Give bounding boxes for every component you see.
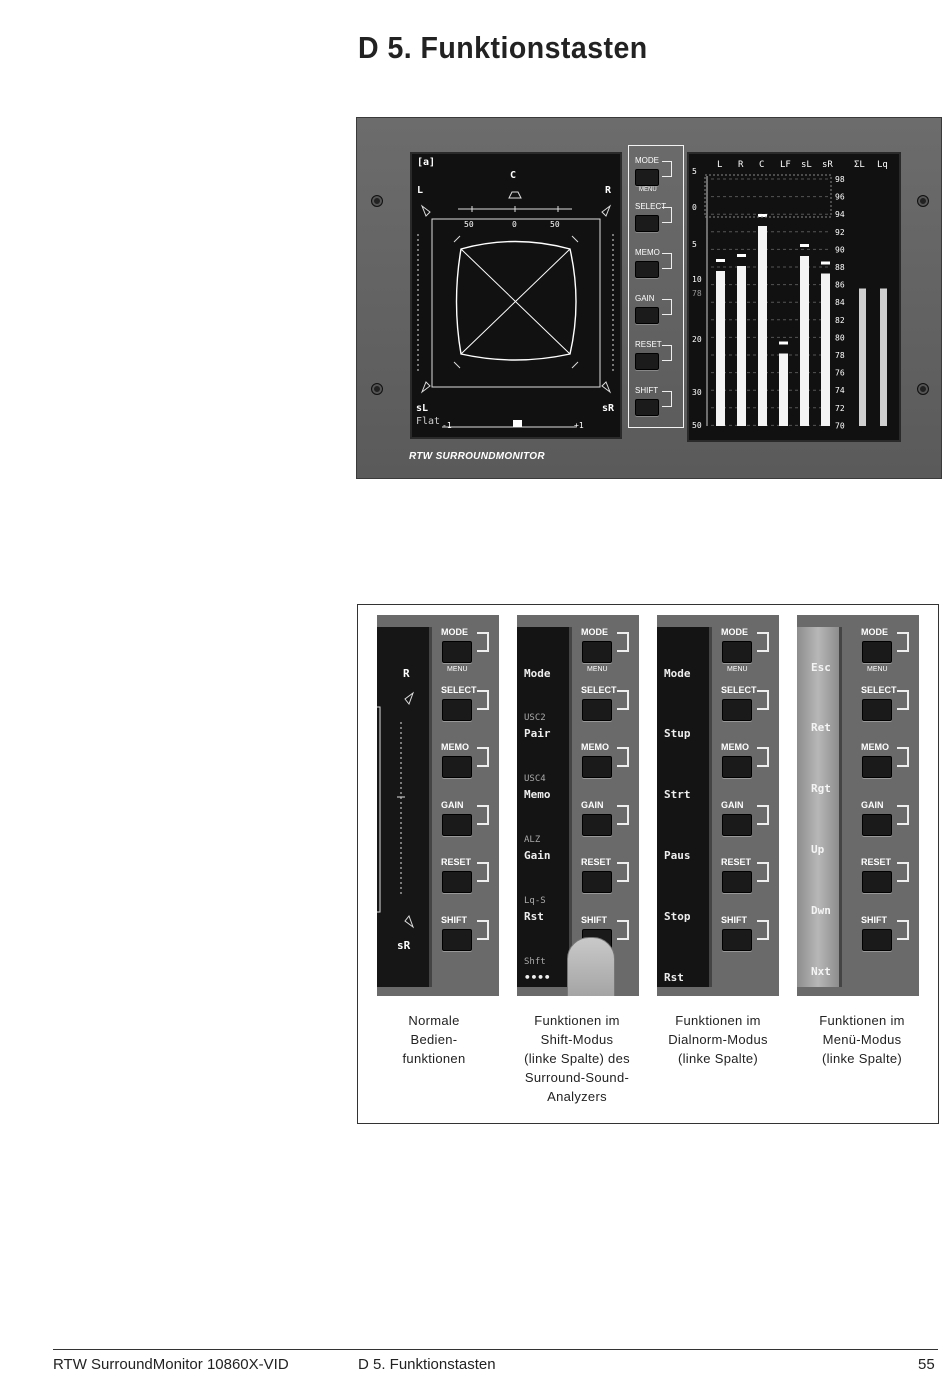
channel-header: L bbox=[717, 160, 723, 170]
key-label: MEMO bbox=[635, 248, 660, 257]
function-key-select bbox=[629, 202, 683, 246]
analyzer-screen bbox=[410, 152, 622, 439]
function-key-memo bbox=[579, 730, 639, 787]
channel-header: LF bbox=[780, 160, 791, 170]
key-cap[interactable] bbox=[862, 871, 892, 893]
footer-doc-title: RTW SurroundMonitor 10860X-VID bbox=[53, 1356, 289, 1373]
key-bracket bbox=[897, 862, 909, 882]
scale-tick-label: 86 bbox=[835, 280, 845, 290]
key-label: RESET bbox=[635, 340, 662, 349]
level-bar bbox=[716, 271, 725, 426]
key-bracket bbox=[477, 747, 489, 767]
key-label: MEMO bbox=[721, 742, 749, 752]
bargraph-screen bbox=[687, 152, 901, 442]
channel-label-sr: sR bbox=[602, 403, 615, 414]
key-cap[interactable] bbox=[635, 399, 659, 416]
caption-line: funktionen bbox=[402, 1051, 466, 1066]
key-bracket bbox=[757, 805, 769, 825]
function-sublabel: USC4 bbox=[524, 774, 546, 784]
scale-tick-label: 5 bbox=[692, 240, 697, 249]
key-label: MEMO bbox=[581, 742, 609, 752]
surround-analyzer-display bbox=[412, 154, 620, 437]
key-bracket bbox=[477, 862, 489, 882]
caption-normal bbox=[364, 1011, 504, 1068]
key-cap[interactable] bbox=[862, 641, 892, 663]
function-key-reset bbox=[579, 845, 639, 902]
footer-section: D 5. Funktionstasten bbox=[358, 1356, 496, 1373]
level-bar bbox=[758, 226, 767, 426]
channel-label-r: R bbox=[605, 185, 612, 196]
key-label: SHIFT bbox=[721, 914, 747, 925]
key-bracket bbox=[662, 207, 672, 223]
dialnorm-function-column bbox=[657, 627, 712, 987]
scale-tick-label: 10 bbox=[692, 275, 702, 284]
caption-line: Shift-Modus bbox=[540, 1032, 614, 1047]
scale-tick-label: 94 bbox=[835, 210, 845, 220]
function-label: Rst bbox=[524, 910, 544, 923]
sum-level-bar bbox=[859, 289, 866, 427]
key-column bbox=[439, 615, 499, 996]
caption-line: Normale bbox=[408, 1013, 460, 1028]
key-label: RESET bbox=[581, 857, 612, 867]
function-key-mode bbox=[579, 615, 639, 672]
key-bracket bbox=[617, 632, 629, 652]
scale-tick-label: 78 bbox=[835, 351, 845, 360]
caption-line: Dialnorm-Modus bbox=[668, 1032, 768, 1047]
key-cap[interactable] bbox=[862, 699, 892, 721]
key-cap[interactable] bbox=[862, 756, 892, 778]
key-cap[interactable] bbox=[582, 871, 612, 893]
scale-tick-label: 5 bbox=[692, 167, 697, 176]
key-label: GAIN bbox=[581, 799, 604, 810]
channel-header: sL bbox=[801, 160, 812, 170]
key-cap[interactable] bbox=[635, 261, 659, 278]
key-bracket bbox=[897, 690, 909, 710]
function-key-reset bbox=[859, 845, 919, 902]
key-label: SHIFT bbox=[441, 914, 467, 925]
key-bracket bbox=[897, 920, 909, 940]
key-label: MEMO bbox=[861, 742, 889, 752]
function-label: Nxt bbox=[811, 965, 831, 978]
key-cap[interactable] bbox=[442, 699, 472, 721]
scale-tick-label: 70 bbox=[835, 421, 845, 431]
function-label: Stup bbox=[664, 727, 691, 740]
function-label: Paus bbox=[664, 849, 691, 862]
key-label: RESET bbox=[721, 857, 752, 867]
channel-label-r: R bbox=[403, 667, 410, 680]
function-key-mode bbox=[859, 615, 919, 672]
key-cap[interactable] bbox=[722, 929, 752, 951]
channel-label-sl: sL bbox=[416, 403, 429, 414]
key-cap[interactable] bbox=[582, 641, 612, 663]
level-bar bbox=[737, 266, 746, 426]
key-label: SHIFT bbox=[581, 914, 607, 925]
dialnorm-window bbox=[705, 175, 831, 217]
caption-line: Menü-Modus bbox=[822, 1032, 902, 1047]
caption-line: Funktionen im bbox=[534, 1013, 620, 1028]
function-label: •••• bbox=[524, 971, 551, 984]
screen-crop bbox=[377, 627, 432, 987]
scale-tick-label: 84 bbox=[835, 298, 845, 308]
panel-menu-mode bbox=[797, 615, 919, 996]
key-label: MODE bbox=[721, 627, 748, 637]
sum-level-bar bbox=[880, 289, 887, 427]
key-cap[interactable] bbox=[442, 641, 472, 663]
key-cap[interactable] bbox=[442, 871, 472, 893]
key-sub-label: MENU bbox=[867, 666, 888, 673]
sum-channel-header: ΣL bbox=[854, 160, 865, 170]
flat-label: Flat bbox=[416, 416, 441, 427]
shift-function-column bbox=[517, 627, 572, 987]
caption-menu bbox=[792, 1011, 932, 1068]
scale-tick-label: 96 bbox=[835, 192, 845, 202]
key-label: RESET bbox=[861, 857, 892, 867]
level-bar bbox=[779, 354, 788, 427]
mode-tag: [a] bbox=[417, 157, 436, 168]
key-bracket bbox=[617, 920, 629, 940]
peak-hold-marker bbox=[821, 262, 830, 265]
function-key-gain bbox=[629, 294, 683, 338]
sum-channel-header: Lq bbox=[877, 160, 888, 170]
function-key-column bbox=[628, 145, 684, 428]
function-label: Gain bbox=[524, 849, 551, 862]
key-bracket bbox=[477, 632, 489, 652]
function-label: Rst bbox=[664, 971, 684, 984]
key-sub-label: MENU bbox=[639, 187, 657, 193]
function-key-mode bbox=[439, 615, 499, 672]
screw-icon bbox=[917, 195, 929, 207]
key-bracket bbox=[617, 805, 629, 825]
function-key-gain bbox=[719, 788, 779, 845]
key-bracket bbox=[757, 747, 769, 767]
key-sub-label: MENU bbox=[447, 666, 468, 673]
panel-shift-mode bbox=[517, 615, 639, 996]
key-label: GAIN bbox=[635, 294, 655, 303]
key-bracket bbox=[662, 345, 672, 361]
function-key-figure bbox=[357, 604, 939, 1124]
caption-line: (linke Spalte) bbox=[821, 1051, 903, 1066]
key-bracket bbox=[477, 805, 489, 825]
channel-label-l: L bbox=[417, 185, 424, 196]
key-bracket bbox=[617, 862, 629, 882]
key-bracket bbox=[897, 747, 909, 767]
key-bracket bbox=[662, 391, 672, 407]
scale-tick-label: 90 bbox=[835, 245, 845, 255]
key-cap[interactable] bbox=[635, 353, 659, 370]
function-label: Esc bbox=[811, 661, 831, 674]
scale-tick: 0 bbox=[512, 220, 517, 229]
function-key-mode bbox=[719, 615, 779, 672]
key-cap[interactable] bbox=[582, 814, 612, 836]
key-cap[interactable] bbox=[722, 641, 752, 663]
caption-dialnorm bbox=[648, 1011, 788, 1068]
panel-dialnorm-mode bbox=[657, 615, 779, 996]
key-label: MODE bbox=[861, 627, 888, 637]
key-sub-label: MENU bbox=[727, 666, 748, 673]
caption-line: Funktionen im bbox=[675, 1013, 761, 1028]
function-key-shift bbox=[719, 903, 779, 960]
scale-tick-label: 0 bbox=[692, 203, 697, 212]
level-bar bbox=[821, 274, 830, 427]
key-label: MEMO bbox=[441, 742, 469, 752]
scale-tick: -1 bbox=[442, 421, 452, 430]
page-title: D 5. Funktionstasten bbox=[358, 30, 648, 65]
scale-tick-label: 80 bbox=[835, 333, 845, 343]
scale-tick: 50 bbox=[464, 220, 474, 229]
key-bracket bbox=[662, 161, 672, 177]
function-key-memo bbox=[439, 730, 499, 787]
key-bracket bbox=[662, 253, 672, 269]
caption-line: (linke Spalte) bbox=[677, 1051, 759, 1066]
key-cap[interactable] bbox=[582, 756, 612, 778]
key-cap[interactable] bbox=[722, 699, 752, 721]
scale-tick-label: 82 bbox=[835, 315, 845, 325]
function-key-gain bbox=[579, 788, 639, 845]
function-sublabel: ALZ bbox=[524, 835, 541, 845]
caption-line: Surround-Sound- bbox=[524, 1070, 630, 1085]
key-bracket bbox=[662, 299, 672, 315]
scale-tick-label: 98 bbox=[835, 175, 845, 184]
function-key-gain bbox=[859, 788, 919, 845]
key-bracket bbox=[477, 920, 489, 940]
key-label: SELECT bbox=[721, 684, 757, 695]
screw-icon bbox=[917, 383, 929, 395]
key-label: SHIFT bbox=[861, 914, 887, 925]
function-key-memo bbox=[859, 730, 919, 787]
function-sublabel: Shft bbox=[524, 957, 546, 967]
key-cap[interactable] bbox=[635, 307, 659, 324]
key-bracket bbox=[897, 632, 909, 652]
key-label: MODE bbox=[635, 156, 659, 165]
key-cap[interactable] bbox=[442, 756, 472, 778]
function-key-shift bbox=[439, 903, 499, 960]
key-column bbox=[719, 615, 779, 996]
scale-tick-label: 92 bbox=[835, 227, 845, 237]
footer-divider bbox=[53, 1349, 938, 1350]
key-cap[interactable] bbox=[722, 756, 752, 778]
key-cap[interactable] bbox=[442, 929, 472, 951]
menu-function-column bbox=[797, 627, 842, 987]
bargraph-display bbox=[689, 154, 899, 440]
scale-tick-label: 88 bbox=[835, 263, 845, 272]
scale-tick: +1 bbox=[574, 421, 584, 430]
key-cap[interactable] bbox=[862, 814, 892, 836]
channel-header: sR bbox=[822, 160, 833, 170]
function-label: Strt bbox=[664, 788, 691, 801]
key-bracket bbox=[477, 690, 489, 710]
key-sub-label: MENU bbox=[587, 666, 608, 673]
channel-header: C bbox=[759, 160, 765, 170]
scale-tick-label: 30 bbox=[692, 388, 702, 397]
channel-header: R bbox=[738, 160, 744, 170]
scale-tick-label: 76 bbox=[835, 368, 845, 378]
key-cap[interactable] bbox=[635, 169, 659, 186]
key-label: MODE bbox=[581, 627, 608, 637]
key-label: RESET bbox=[441, 857, 472, 867]
function-key-reset bbox=[439, 845, 499, 902]
key-bracket bbox=[757, 690, 769, 710]
function-key-select bbox=[579, 673, 639, 730]
function-key-select bbox=[439, 673, 499, 730]
panel-normal bbox=[377, 615, 499, 996]
key-cap[interactable] bbox=[582, 699, 612, 721]
key-cap[interactable] bbox=[722, 871, 752, 893]
function-key-gain bbox=[439, 788, 499, 845]
function-sublabel: Lq-S bbox=[524, 896, 546, 906]
function-key-mode bbox=[629, 156, 683, 200]
finger-pressing-shift bbox=[567, 937, 615, 996]
page-number: 55 bbox=[918, 1356, 935, 1373]
scale-tick-label: 20 bbox=[692, 335, 702, 344]
scale-tick-label: 72 bbox=[835, 403, 845, 413]
scale-tick-label: 74 bbox=[835, 386, 845, 396]
key-label: GAIN bbox=[721, 799, 744, 810]
function-label: Rgt bbox=[811, 782, 831, 795]
key-cap[interactable] bbox=[722, 814, 752, 836]
function-key-memo bbox=[719, 730, 779, 787]
screw-icon bbox=[371, 195, 383, 207]
function-label: Pair bbox=[524, 727, 551, 740]
caption-line: Funktionen im bbox=[819, 1013, 905, 1028]
key-column bbox=[859, 615, 919, 996]
key-cap[interactable] bbox=[442, 814, 472, 836]
function-label: Dwn bbox=[811, 904, 831, 917]
scale-tick-label: 50 bbox=[692, 421, 702, 430]
caption-line: Analyzers bbox=[547, 1089, 607, 1104]
function-label: Memo bbox=[524, 788, 551, 801]
key-bracket bbox=[757, 632, 769, 652]
scale-extra-mark: 78 bbox=[692, 289, 702, 298]
key-label: SELECT bbox=[581, 684, 617, 695]
key-label: GAIN bbox=[441, 799, 464, 810]
peak-hold-marker bbox=[800, 244, 809, 247]
screw-icon bbox=[371, 383, 383, 395]
function-label: Up bbox=[811, 843, 825, 856]
key-label: SHIFT bbox=[635, 386, 659, 395]
key-bracket bbox=[897, 805, 909, 825]
key-cap[interactable] bbox=[862, 929, 892, 951]
key-label: GAIN bbox=[861, 799, 884, 810]
caption-line: Bedien- bbox=[410, 1032, 458, 1047]
function-label: Ret bbox=[811, 721, 831, 734]
key-cap[interactable] bbox=[635, 215, 659, 232]
key-label: MODE bbox=[441, 627, 468, 637]
key-bracket bbox=[617, 690, 629, 710]
analyzer-crop bbox=[377, 627, 429, 987]
key-bracket bbox=[617, 747, 629, 767]
key-label: SELECT bbox=[635, 202, 667, 211]
peak-hold-marker bbox=[716, 259, 725, 262]
function-label: Mode bbox=[524, 667, 551, 680]
key-bracket bbox=[757, 862, 769, 882]
function-key-select bbox=[859, 673, 919, 730]
caption-line: (linke Spalte) des bbox=[524, 1051, 630, 1066]
function-key-memo bbox=[629, 248, 683, 292]
function-key-reset bbox=[719, 845, 779, 902]
channel-label-c: C bbox=[510, 170, 517, 181]
function-key-shift bbox=[629, 386, 683, 430]
function-key-reset bbox=[629, 340, 683, 384]
level-bar bbox=[800, 256, 809, 426]
channel-label-sr: sR bbox=[397, 939, 411, 952]
function-key-shift bbox=[859, 903, 919, 960]
function-label: Stop bbox=[664, 910, 691, 923]
peak-hold-marker bbox=[779, 342, 788, 345]
brand-logo: RTW SURROUNDMONITOR bbox=[409, 451, 545, 462]
caption-shift bbox=[507, 1011, 647, 1106]
surround-monitor-device bbox=[356, 117, 942, 479]
function-sublabel: USC2 bbox=[524, 713, 546, 723]
key-label: SELECT bbox=[861, 684, 897, 695]
peak-hold-marker bbox=[737, 254, 746, 257]
scale-tick: 50 bbox=[550, 220, 560, 229]
function-label: Mode bbox=[664, 667, 691, 680]
key-label: SELECT bbox=[441, 684, 477, 695]
key-bracket bbox=[757, 920, 769, 940]
function-key-select bbox=[719, 673, 779, 730]
